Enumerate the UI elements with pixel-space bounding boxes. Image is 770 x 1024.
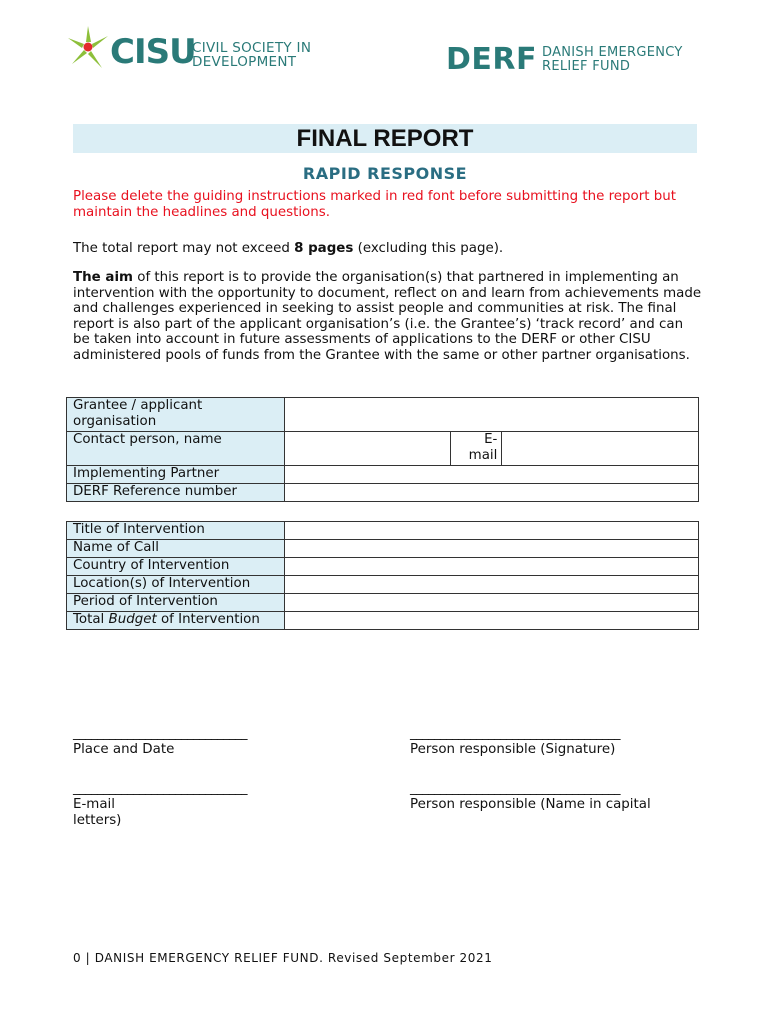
cisu-tagline-line1: CIVIL SOCIETY IN xyxy=(192,40,312,56)
cisu-tagline xyxy=(192,41,311,69)
derf-reference-field[interactable] xyxy=(284,484,698,502)
contact-person-field[interactable] xyxy=(284,432,451,466)
intervention-table xyxy=(66,521,699,630)
signature-label: Person responsible (Signature) xyxy=(410,742,616,757)
derf-reference-label: DERF Reference number xyxy=(67,484,285,502)
budget-label-suffix: of Intervention xyxy=(156,612,260,627)
intervention-title-label: Title of Intervention xyxy=(67,522,285,540)
page-limit-text xyxy=(73,241,703,257)
budget-label-italic: Budget xyxy=(108,612,157,627)
location-label: Location(s) of Intervention xyxy=(67,576,285,594)
cisu-tagline-line2: DEVELOPMENT xyxy=(192,54,297,70)
grantee-table xyxy=(66,397,699,502)
page-subtitle: RAPID RESPONSE xyxy=(302,164,468,183)
email-sign-line[interactable]: _____________________________ xyxy=(73,781,247,796)
name-capital-label: Person responsible (Name in capital xyxy=(410,797,651,812)
call-name-label: Name of Call xyxy=(67,540,285,558)
place-date-line[interactable]: _____________________________ xyxy=(73,726,247,741)
page-limit-prefix: The total report may not exceed xyxy=(73,241,295,256)
period-field[interactable] xyxy=(284,594,698,612)
grantee-label: Grantee / applicant organisation xyxy=(67,398,285,432)
email-label: E- mail xyxy=(451,432,502,466)
page-footer: 0 | DANISH EMERGENCY RELIEF FUND. Revised September 2021 xyxy=(73,951,493,965)
implementing-partner-field[interactable] xyxy=(284,466,698,484)
grantee-field[interactable] xyxy=(284,398,698,432)
derf-tagline xyxy=(542,46,683,74)
guidance-text: Please delete the guiding instructions marked in red font before submitting the report but maintain the headlines and questions. xyxy=(73,189,676,220)
place-date-label: Place and Date xyxy=(73,742,175,757)
call-name-field[interactable] xyxy=(284,540,698,558)
cisu-star-icon xyxy=(66,24,110,74)
period-label: Period of Intervention xyxy=(67,594,285,612)
cisu-logo xyxy=(66,24,326,78)
cisu-wordmark: CISU xyxy=(110,32,196,72)
signature-line[interactable]: ___________________________________ xyxy=(410,726,620,741)
aim-text xyxy=(73,270,703,364)
email-sign-label: E-mail xyxy=(73,797,115,812)
budget-label-prefix: Total xyxy=(73,612,109,627)
page-title: FINAL REPORT xyxy=(296,125,474,152)
title-banner xyxy=(73,124,697,153)
letters-label: letters) xyxy=(73,813,122,828)
derf-wordmark: DERF xyxy=(446,42,537,77)
location-field[interactable] xyxy=(284,576,698,594)
page-limit-suffix: (excluding this page). xyxy=(353,241,504,256)
contact-person-label: Contact person, name xyxy=(67,432,285,466)
derf-tagline-line1: DANISH EMERGENCY xyxy=(542,45,683,60)
intervention-title-field[interactable] xyxy=(284,522,698,540)
email-field[interactable] xyxy=(502,432,699,466)
budget-field[interactable] xyxy=(284,612,698,630)
country-label: Country of Intervention xyxy=(67,558,285,576)
derf-tagline-line2: RELIEF FUND xyxy=(542,59,631,74)
derf-logo xyxy=(446,44,716,78)
budget-label xyxy=(67,612,285,630)
country-field[interactable] xyxy=(284,558,698,576)
name-capital-line[interactable]: ___________________________________ xyxy=(410,781,620,796)
aim-body: of this report is to provide the organisation(s) that partnered in implementing an intervention with the opportunity to document, reflect on and learn from achievements made and challenges experienced in seeking to assist people and communities at risk. The final report is also part of the applicant organisation’s (i.e. the Grantee’s) ‘track record’ and can be taken into account in future assessments of applications to the DERF or other CISU administered pools of funds from the Grantee with the same or other partner organisations. xyxy=(73,270,702,363)
implementing-partner-label: Implementing Partner xyxy=(67,466,285,484)
page-limit-value: 8 pages xyxy=(294,241,354,256)
aim-heading: The aim xyxy=(73,270,133,285)
